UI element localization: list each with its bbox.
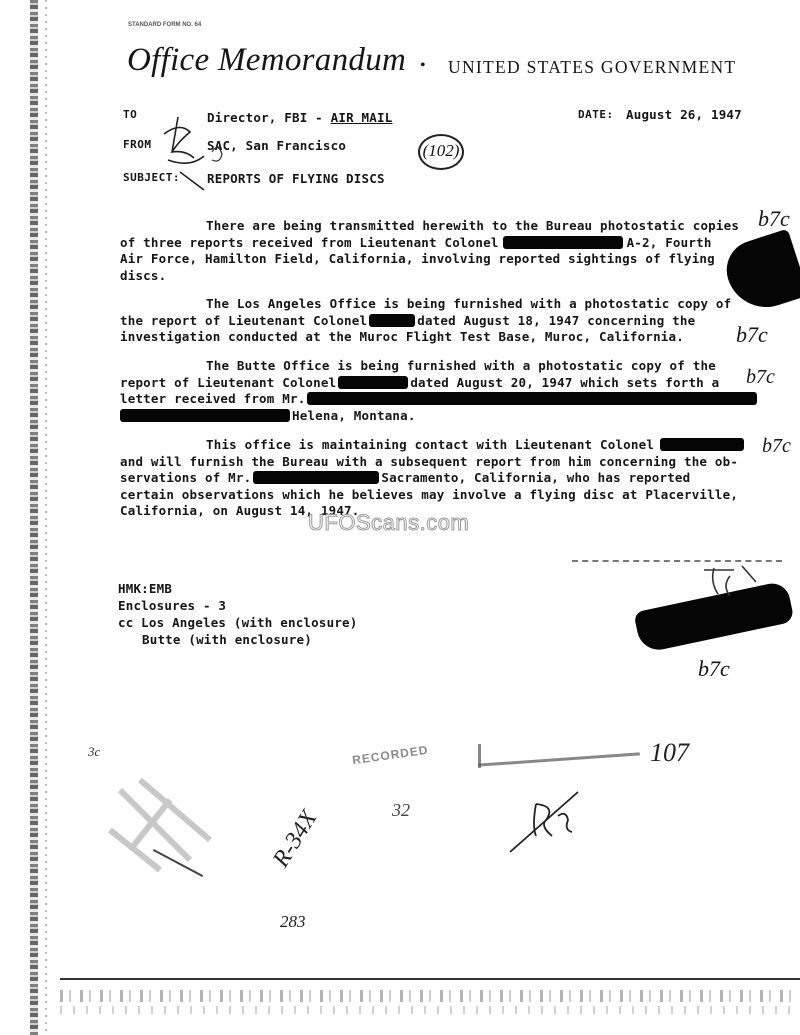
p4-line-3a: servations of Mr. (120, 470, 252, 485)
scan-edge-left-inner (45, 0, 47, 1035)
paragraph-3 (120, 358, 760, 424)
file-number-tick (478, 744, 481, 768)
date-label: DATE: (578, 108, 614, 121)
stamp-number: 32 (392, 800, 410, 820)
p2-line-2b: dated August 18, 1947 concerning the (417, 312, 696, 328)
handwritten-mark (700, 562, 760, 600)
p1-line-1: There are being transmitted herewith to the Bureau photostatic copies (206, 218, 740, 233)
redaction-bar (253, 471, 379, 484)
footer-block (118, 580, 358, 648)
p4-line-1: This office is maintaining contact with Lieutenant Colonel (206, 437, 655, 452)
p3-line-3: letter received from Mr. (120, 391, 306, 406)
file-number: 107 (650, 738, 689, 767)
to-value (207, 110, 392, 125)
redaction-bar (503, 236, 623, 249)
p1-line-3: Air Force, Hamilton Field, California, involving reported sightings of flying (120, 251, 715, 266)
p4-line-5: California, on August 14, 1947. (120, 503, 360, 518)
to-recipient: Director, FBI - (207, 110, 331, 125)
b7c-annotation: b7c (746, 366, 775, 388)
p4-line-2: and will furnish the Bureau with a subsequent report from him concerning the ob- (120, 453, 739, 469)
faint-stamp-ghost (100, 770, 220, 880)
subject-label: SUBJECT: (123, 171, 180, 184)
recorded-stamp: RECORDED (351, 742, 430, 768)
agency-name: UNITED STATES GOVERNMENT (448, 57, 737, 77)
form-number: STANDARD FORM NO. 64 (128, 22, 202, 28)
b7c-annotation: b7c (758, 206, 790, 231)
redaction-bar (338, 376, 408, 389)
bottom-border (60, 978, 800, 980)
margin-number: 3c (88, 744, 101, 759)
p3-line-1: The Butte Office is being furnished with a photostatic copy of the (206, 358, 716, 373)
enclosures-count: Enclosures - 3 (118, 598, 227, 613)
from-label: FROM (123, 138, 152, 151)
p2-line-1: The Los Angeles Office is being furnished with a photostatic copy of (206, 296, 732, 311)
p2-line-3: investigation conducted at the Muroc Flight Test Base, Muroc, California. (120, 329, 684, 344)
file-number-strike (478, 752, 640, 766)
initials-scribble (160, 112, 230, 192)
signature-scribble (506, 786, 586, 856)
typist-initials: HMK:EMB (118, 581, 173, 596)
b7c-annotation: b7c (762, 435, 791, 457)
air-mail: AIR MAIL (330, 110, 393, 125)
p1-line-2b: A-2, Fourth (626, 234, 712, 250)
watermark: UFOScans.com (308, 510, 470, 535)
redaction-bar (660, 438, 744, 451)
redaction-bar (369, 314, 415, 327)
cc-butte: Butte (with enclosure) (142, 632, 312, 647)
from-value: SAC, San Francisco (207, 138, 347, 153)
p3-line-4: Helena, Montana. (292, 407, 416, 423)
redaction-bar (120, 409, 290, 422)
p4-line-4: certain observations which he believes may involve a flying disc at Placerville, (120, 486, 739, 502)
p4-line-3b: Sacramento, California, who has reported (381, 470, 691, 485)
handwritten-file-mark: R-34X (268, 806, 323, 872)
redaction-bar (307, 392, 757, 405)
subject-value: REPORTS OF FLYING DISCS (207, 171, 385, 186)
p3-line-2b: dated August 20, 1947 which sets forth a (410, 374, 720, 390)
paragraph-1 (120, 218, 760, 284)
paragraph-2 (120, 296, 760, 346)
p2-line-2a: the report of Lieutenant Colonel (120, 312, 368, 328)
b7c-annotation: b7c (736, 322, 768, 347)
date-value: August 26, 1947 (626, 107, 742, 122)
paragraph-4 (120, 437, 760, 520)
header-bullet: • (420, 57, 426, 74)
b7c-annotation: b7c (698, 656, 730, 681)
bottom-noise (60, 1006, 800, 1014)
memo-title: Office Memorandum (127, 42, 407, 78)
p1-line-4: discs. (120, 267, 167, 283)
bottom-noise (60, 990, 800, 1002)
handwritten-number: 283 (280, 912, 306, 931)
p3-line-2a: report of Lieutenant Colonel (120, 374, 337, 390)
cc-los-angeles: cc Los Angeles (with enclosure) (118, 615, 358, 630)
scan-edge-left (30, 0, 38, 1035)
circled-number: (102) (418, 134, 464, 170)
p1-line-2a: of three reports received from Lieutenant Colonel (120, 234, 499, 250)
to-label: TO (123, 108, 138, 121)
